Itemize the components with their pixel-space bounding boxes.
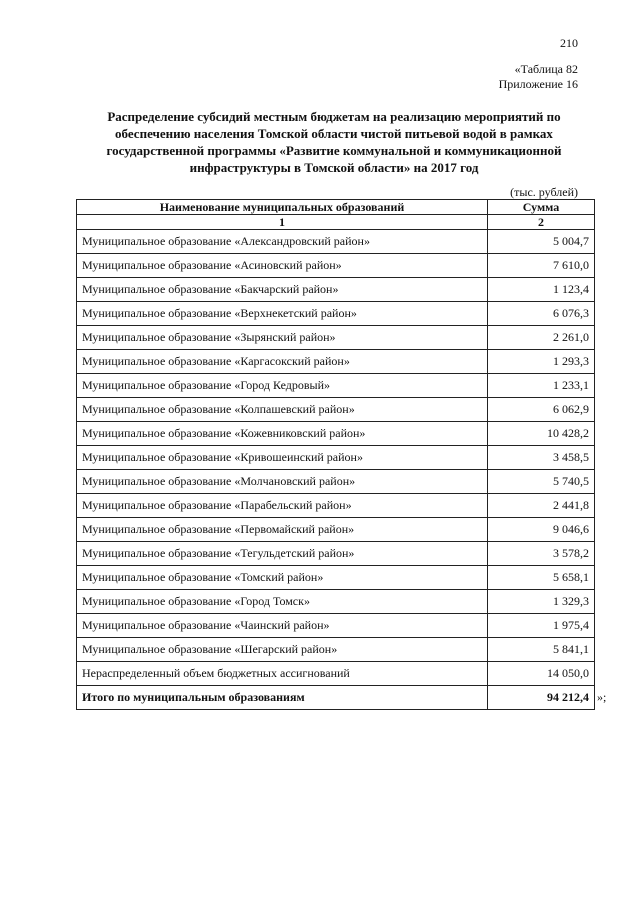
document-title: Распределение субсидий местным бюджетам на реализацию мероприятий по обеспечению населения Томской области чистой питьевой водой в рамках государственной программы «Развитие коммунальной и коммуникационной инфраструктуры в Томской области» на 2017 год bbox=[106, 109, 562, 175]
subsidy-amount: 5 740,5 bbox=[488, 470, 595, 494]
table-row bbox=[77, 518, 595, 542]
closing-quote: »; bbox=[597, 690, 607, 704]
municipality-name: Муниципальное образование «Тегульдетский район» bbox=[77, 542, 488, 566]
table-row bbox=[77, 398, 595, 422]
total-label: Итого по муниципальным образованиям bbox=[77, 686, 488, 710]
table-header-row bbox=[77, 200, 595, 215]
municipality-name: Муниципальное образование «Бакчарский район» bbox=[77, 278, 488, 302]
appendix-label: Приложение 16 bbox=[498, 77, 578, 91]
header-sum: Сумма bbox=[488, 200, 595, 215]
subsidy-amount: 5 658,1 bbox=[488, 566, 595, 590]
table-ref-label: «Таблица 82 bbox=[514, 62, 578, 76]
table-row bbox=[77, 278, 595, 302]
municipality-name: Муниципальное образование «Первомайский район» bbox=[77, 518, 488, 542]
subsidy-amount: 7 610,0 bbox=[488, 254, 595, 278]
municipality-name: Муниципальное образование «Кожевниковский район» bbox=[77, 422, 488, 446]
table-row bbox=[77, 350, 595, 374]
subsidy-amount: 1 293,3 bbox=[488, 350, 595, 374]
municipality-name: Нераспределенный объем бюджетных ассигнований bbox=[77, 662, 488, 686]
table-row bbox=[77, 494, 595, 518]
column-number-2: 2 bbox=[488, 215, 595, 230]
table-row bbox=[77, 662, 595, 686]
table-row bbox=[77, 590, 595, 614]
municipality-name: Муниципальное образование «Шегарский район» bbox=[77, 638, 488, 662]
table-row bbox=[77, 374, 595, 398]
units-label: (тыс. рублей) bbox=[510, 185, 578, 199]
municipality-name: Муниципальное образование «Город Кедровый» bbox=[77, 374, 488, 398]
header-name: Наименование муниципальных образований bbox=[77, 200, 488, 215]
total-row bbox=[77, 686, 595, 710]
table-row bbox=[77, 446, 595, 470]
subsidy-amount: 1 233,1 bbox=[488, 374, 595, 398]
table-row bbox=[77, 230, 595, 254]
table-reference bbox=[499, 62, 578, 92]
subsidy-amount: 3 458,5 bbox=[488, 446, 595, 470]
table-row bbox=[77, 254, 595, 278]
subsidies-table bbox=[76, 199, 595, 710]
table-row bbox=[77, 566, 595, 590]
table-row bbox=[77, 638, 595, 662]
table-row bbox=[77, 422, 595, 446]
municipality-name: Муниципальное образование «Зырянский район» bbox=[77, 326, 488, 350]
subsidy-amount: 1 329,3 bbox=[488, 590, 595, 614]
table-row bbox=[77, 542, 595, 566]
municipality-name: Муниципальное образование «Молчановский район» bbox=[77, 470, 488, 494]
subsidy-amount: 5 841,1 bbox=[488, 638, 595, 662]
subsidy-amount: 3 578,2 bbox=[488, 542, 595, 566]
table-row bbox=[77, 302, 595, 326]
subsidy-amount: 10 428,2 bbox=[488, 422, 595, 446]
municipality-name: Муниципальное образование «Парабельский район» bbox=[77, 494, 488, 518]
municipality-name: Муниципальное образование «Кривошеинский район» bbox=[77, 446, 488, 470]
table-row bbox=[77, 470, 595, 494]
subsidy-amount: 6 076,3 bbox=[488, 302, 595, 326]
subsidy-amount: 9 046,6 bbox=[488, 518, 595, 542]
subsidy-amount: 2 441,8 bbox=[488, 494, 595, 518]
page-number: 210 bbox=[560, 36, 578, 50]
column-number-1: 1 bbox=[77, 215, 488, 230]
subsidy-amount: 1 123,4 bbox=[488, 278, 595, 302]
municipality-name: Муниципальное образование «Верхнекетский район» bbox=[77, 302, 488, 326]
subsidy-amount: 5 004,7 bbox=[488, 230, 595, 254]
column-number-row bbox=[77, 215, 595, 230]
municipality-name: Муниципальное образование «Чаинский район» bbox=[77, 614, 488, 638]
municipality-name: Муниципальное образование «Каргасокский район» bbox=[77, 350, 488, 374]
subsidy-amount: 14 050,0 bbox=[488, 662, 595, 686]
total-amount: 94 212,4 bbox=[488, 686, 595, 710]
table-row bbox=[77, 326, 595, 350]
municipality-name: Муниципальное образование «Асиновский район» bbox=[77, 254, 488, 278]
subsidy-amount: 2 261,0 bbox=[488, 326, 595, 350]
subsidy-amount: 6 062,9 bbox=[488, 398, 595, 422]
municipality-name: Муниципальное образование «Колпашевский район» bbox=[77, 398, 488, 422]
subsidy-amount: 1 975,4 bbox=[488, 614, 595, 638]
table-row bbox=[77, 614, 595, 638]
municipality-name: Муниципальное образование «Александровский район» bbox=[77, 230, 488, 254]
municipality-name: Муниципальное образование «Томский район» bbox=[77, 566, 488, 590]
municipality-name: Муниципальное образование «Город Томск» bbox=[77, 590, 488, 614]
